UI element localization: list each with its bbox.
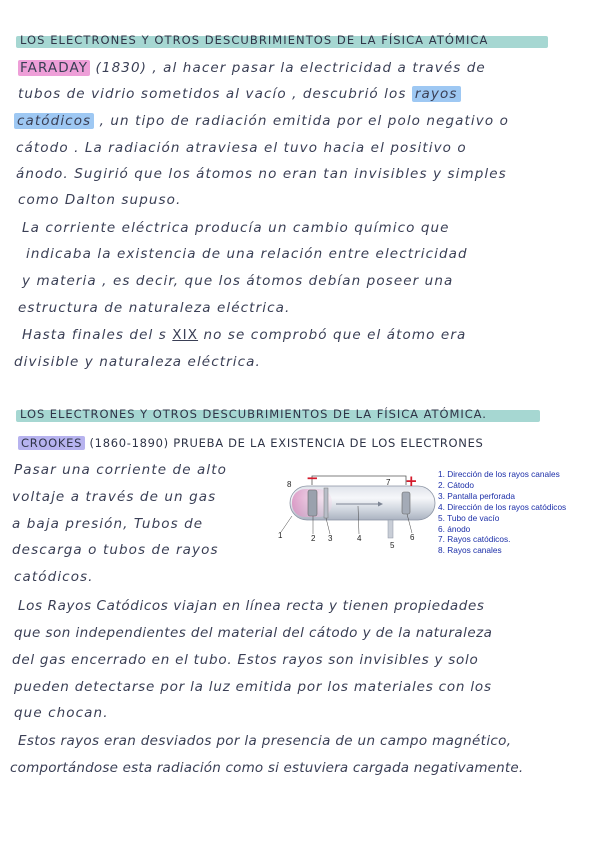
legend-item: 1. Dirección de los rayos canales [438, 469, 560, 479]
label-7: 7 [386, 478, 391, 487]
legend-item: 5. Tubo de vacío [438, 512, 500, 523]
faraday-name: FARADAY [20, 60, 89, 76]
legend-item: 7. Rayos catódicos. [438, 534, 511, 545]
label-5: 5 [390, 541, 395, 550]
legend-item: 4. Dirección de los rayos catódicos [438, 501, 567, 512]
para1-line1: Los Rayos Catódicos viajan en línea recta y tienen propiedades [18, 598, 485, 614]
minus-sign: − [306, 469, 319, 487]
crookes-tube-diagram [278, 466, 438, 556]
para1-line2: que son independientes del material del cátodo y de la naturaleza [14, 625, 493, 641]
line-text: , un tipo de radiación emitida por el polo negativo o [94, 113, 509, 129]
section1-line1 [18, 60, 486, 76]
intro-line1: Pasar una corriente de alto [14, 462, 227, 478]
subtitle-text: (1860-1890) PRUEBA DE LA EXISTENCIA DE LOS ELECTRONES [85, 436, 484, 450]
perforated-screen [324, 488, 328, 518]
section2-subtitle [18, 436, 484, 450]
legend-item: 3. Pantalla perforada [438, 490, 516, 501]
para1-line3: del gas encerrado en el tubo. Estos rayos son invisibles y solo [12, 652, 479, 668]
label-1: 1 [278, 531, 283, 540]
line-text: no se comprobó que el átomo era [198, 327, 467, 343]
anode [402, 492, 410, 514]
para1-line4: pueden detectarse por la luz emitida por los materiales con los [14, 679, 492, 695]
section1-line5: ánodo. Sugirió que los átomos no eran tan invisibles y simples [16, 166, 507, 182]
para2-line1: Estos rayos eran desviados por la presencia de un campo magnético, [18, 733, 512, 749]
line-text: (1830) , al hacer pasar la electricidad a través de [90, 60, 486, 76]
term-rayos: rayos [412, 86, 461, 102]
legend-item: 6. ánodo [438, 523, 471, 534]
intro-line5: catódicos. [14, 569, 94, 585]
label-8: 8 [287, 480, 292, 489]
term-catodicos: catódicos [14, 113, 94, 129]
pump-stem [388, 520, 393, 538]
label-6: 6 [410, 533, 415, 542]
crookes-name: CROOKES [18, 436, 85, 450]
legend-item: 2. Cátodo [438, 479, 474, 490]
intro-line2: voltaje a través de un gas [12, 489, 217, 505]
legend-item: 8. Rayos canales [438, 545, 502, 556]
section1-line12: divisible y naturaleza eléctrica. [14, 354, 261, 370]
section1-line10: estructura de naturaleza eléctrica. [18, 300, 291, 316]
section2-title: LOS ELECTRONES Y OTROS DESCUBRIMIENTOS DE LA FÍSICA ATÓMICA. [20, 407, 487, 421]
section1-line2 [18, 86, 461, 102]
cathode [308, 490, 317, 516]
section1-line8: indicaba la existencia de una relación entre electricidad [26, 246, 468, 262]
section1-title: LOS ELECTRONES Y OTROS DESCUBRIMIENTOS DE LA FÍSICA ATÓMICA [20, 33, 489, 47]
para1-line5: que chocan. [14, 705, 109, 721]
label-4: 4 [357, 534, 362, 543]
intro-line4: descarga o tubos de rayos [12, 542, 219, 558]
circuit-wire [312, 476, 406, 485]
label-3: 3 [328, 534, 333, 543]
intro-line3: a baja presión, Tubos de [12, 516, 204, 532]
century-numeral: XIX [172, 327, 199, 343]
section1-line9: y materia , es decir, que los átomos debían poseer una [22, 273, 454, 289]
line-text: tubos de vidrio sometidos al vacío , descubrió los [18, 86, 412, 102]
section1-line6: como Dalton supuso. [18, 192, 182, 208]
section1-line3 [14, 113, 509, 129]
para2-line2: comportándose esta radiación como si estuviera cargada negativamente. [10, 760, 524, 776]
section1-line7: La corriente eléctrica producía un cambio químico que [22, 220, 450, 236]
diagram-legend [438, 469, 566, 556]
plus-sign: + [405, 472, 418, 490]
line-text: Hasta finales del s [22, 327, 173, 343]
section1-line4: cátodo . La radiación atraviesa el tuvo hacia el positivo o [16, 140, 467, 156]
section1-line11 [22, 327, 466, 343]
label-2: 2 [311, 534, 316, 543]
